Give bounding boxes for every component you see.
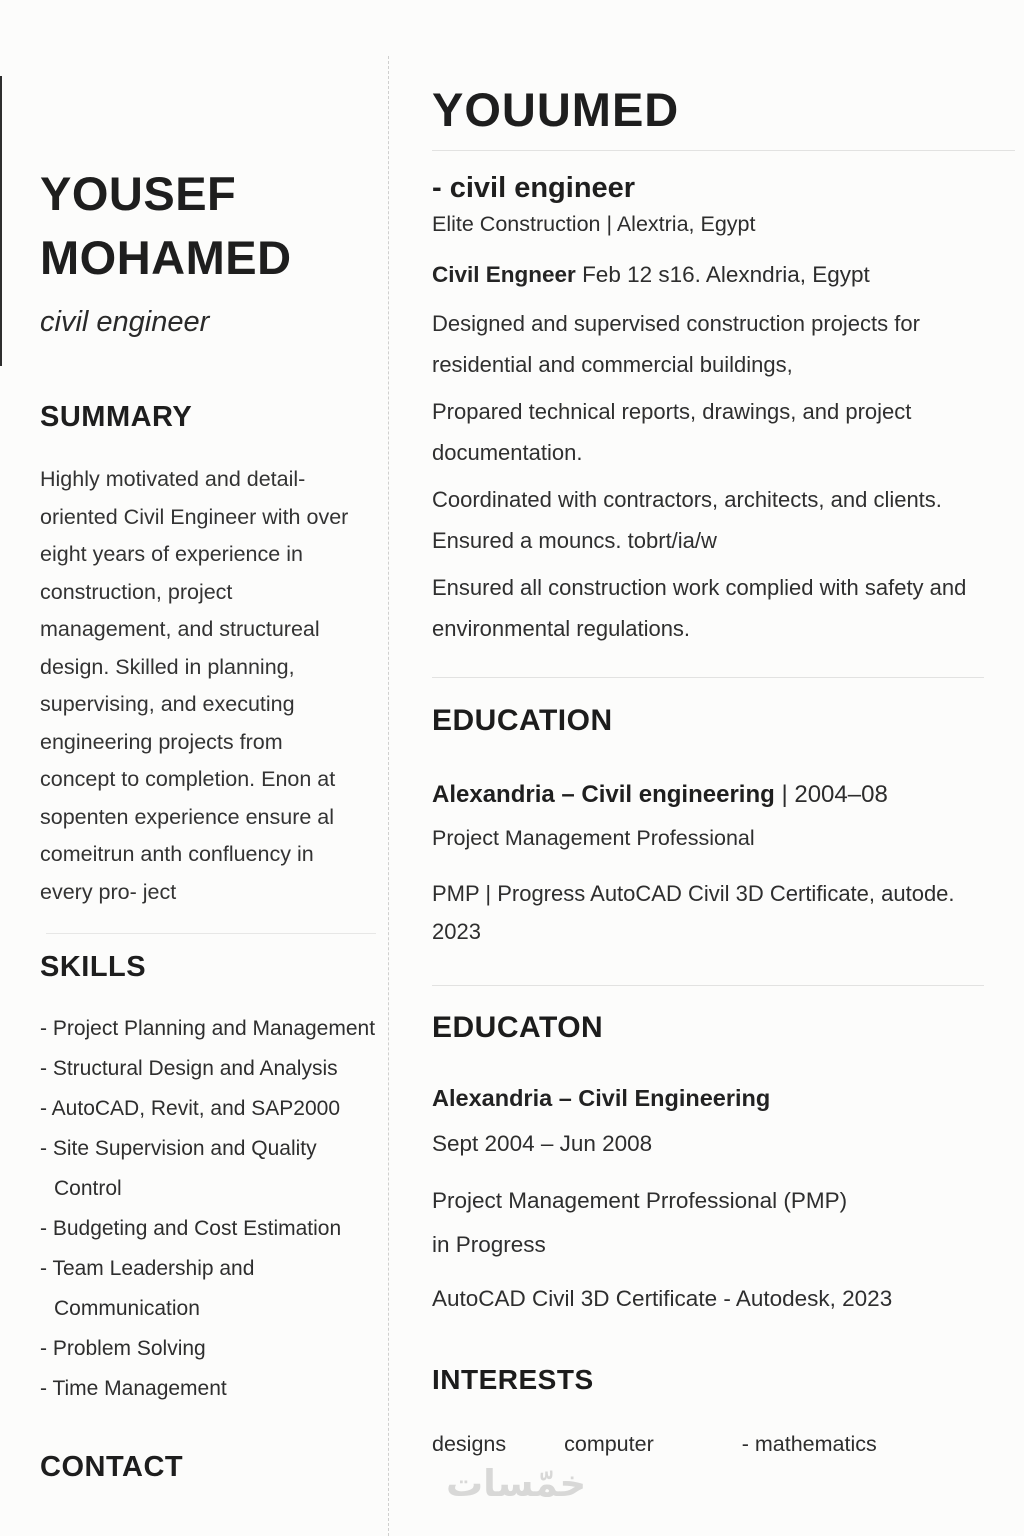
skill-item: - Team Leadership and Communication: [40, 1257, 255, 1320]
skill-item: - AutoCAD, Revit, and SAP2000: [40, 1097, 340, 1120]
skill-item: - Site Supervision and Quality Control: [40, 1137, 317, 1200]
section-divider: [46, 933, 376, 934]
section-divider: [432, 150, 1015, 151]
interest-item: - mathematics: [741, 1432, 877, 1456]
interest-item: computer: [564, 1432, 654, 1456]
experience-paragraph: Propared technical reports, drawings, and project documentation.: [432, 399, 912, 465]
left-column: [40, 0, 380, 1484]
interests-heading: INTERESTS: [432, 1364, 594, 1395]
person-name: [40, 162, 380, 290]
skills-heading: SKILLS: [40, 951, 147, 983]
education-detail: Project Management Professional: [432, 826, 755, 850]
header-name: YOUUMED: [432, 83, 680, 136]
interests-row: [432, 1432, 1015, 1457]
degree-name: Alexandria – Civil engineering: [432, 781, 775, 808]
khamsat-watermark: خمّسات: [446, 1462, 587, 1505]
summary-heading: SUMMARY: [40, 401, 193, 433]
summary-text: Highly motivated and detail-oriented Civil Engineer with over eight years of experience in construction, project management, and structureal design. Skilled in planning, supervising, and executing engineering projects from concept to completion. Enon at sopenten experience ensure al comeitrun anth confluency in every pro- ject: [40, 467, 349, 904]
role-dates-location: Feb 12 s16. Alexndria, Egypt: [582, 262, 870, 287]
certification-line: in Progress: [432, 1232, 546, 1257]
company-line: Elite Construction | Alextria, Egypt: [432, 212, 756, 236]
skills-list: [40, 1009, 380, 1409]
skill-item: - Structural Design and Analysis: [40, 1057, 338, 1080]
right-column: [432, 0, 1015, 1457]
skill-item: - Budgeting and Cost Estimation: [40, 1217, 342, 1240]
section-divider: [432, 985, 984, 986]
role-name: Civil Engneer: [432, 262, 576, 287]
column-divider-line: [388, 56, 389, 1536]
contact-heading: CONTACT: [40, 1451, 184, 1483]
degree-dates: Sept 2004 – Jun 2008: [432, 1131, 653, 1156]
interest-item: designs: [432, 1432, 507, 1456]
section-divider: [432, 677, 984, 678]
education-heading: EDUCATON: [432, 1011, 604, 1044]
person-name-line1: YOUSEF: [40, 167, 237, 220]
skill-item: - Problem Solving: [40, 1337, 206, 1360]
education-heading: EDUCATION: [432, 704, 613, 737]
skill-item: - Time Management: [40, 1377, 227, 1400]
job-title: - civil engineer: [432, 172, 636, 204]
certification-line: Project Management Prrofessional (PMP): [432, 1188, 848, 1213]
degree-dates: | 2004–08: [781, 781, 888, 808]
education-detail: PMP | Progress AutoCAD Civil 3D Certificate, autode. 2023: [432, 881, 955, 944]
experience-paragraph: Coordinated with contractors, architects, and clients. Ensured a mouncs. tobrt/ia/w: [432, 487, 942, 553]
certification-line: AutoCAD Civil 3D Certificate - Autodesk, 2023: [432, 1286, 893, 1311]
experience-paragraph: Designed and supervised construction projects for residential and commercial buildings,: [432, 311, 920, 377]
person-title: civil engineer: [40, 306, 210, 338]
degree-line: Alexandria – Civil Engineering: [432, 1085, 771, 1111]
left-edge-scan-mark: [0, 76, 2, 366]
experience-paragraph: Ensured all construction work complied with safety and environmental regulations.: [432, 575, 967, 641]
degree-line: [432, 781, 1015, 809]
role-line: [432, 262, 1015, 288]
person-name-line2: MOHAMED: [40, 231, 292, 284]
skill-item: - Project Planning and Management: [40, 1017, 376, 1040]
experience-section: [432, 303, 1002, 649]
